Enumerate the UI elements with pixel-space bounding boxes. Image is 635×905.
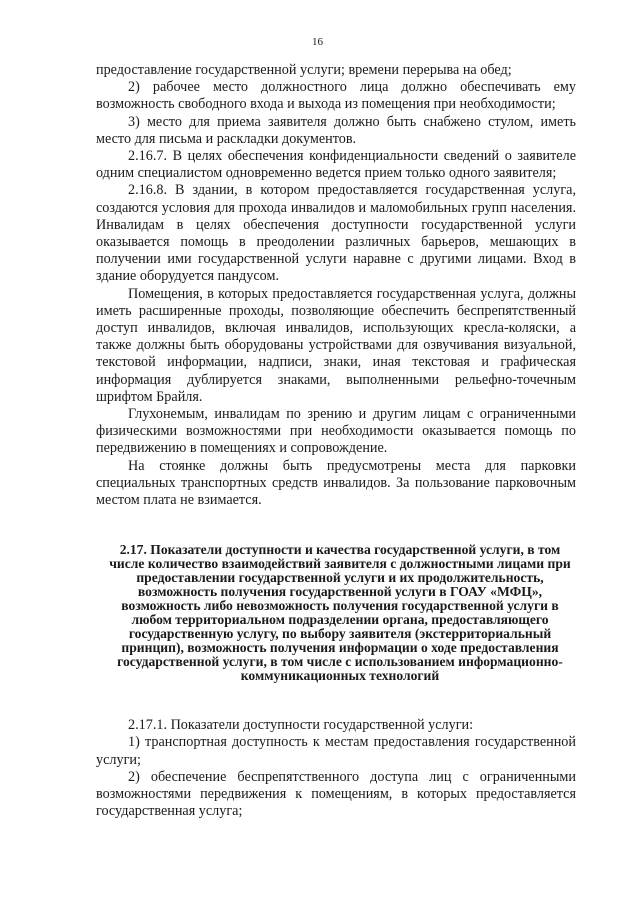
paragraph: 2.16.7. В целях обеспечения конфиденциальности сведений о заявителе одним специалистом одновременно ведется прием только одного заявителя;: [96, 148, 576, 182]
paragraph: 2) рабочее место должностного лица должно обеспечивать ему возможность свободного входа и выхода из помещения при необходимости;: [96, 79, 576, 113]
paragraph: предоставление государственной услуги; времени перерыва на обед;: [96, 62, 512, 78]
section-heading: 2.17. Показатели доступности и качества государственной услуги, в том числе количество взаимодействий заявителя с должностными лицами при предоставлении государственной услуги и их продолжительность, возможность получения государственной услуги в ГОАУ «МФЦ», возможность либо невозможность получения государственной услуги в любом территориальном подразделении органа, предоставляющего государственную услугу, по выбору заявителя (экстерриториальный принцип), возможность получения информации о ходе предоставления государственной услуги, в том числе с использованием информационно-коммуникационных технологий: [109, 542, 571, 684]
paragraph: Помещения, в которых предоставляется государственная услуга, должны иметь расширенные проходы, позволяющие обеспечить беспрепятственный доступ инвалидов, включая инвалидов, использующих кресла-коляски, а также должны быть оборудованы устройствами для озвучивания визуальной, текстовой информации, надписи, знаки, иная текстовая и графическая информация дублируется знаками, выполненными рельефно-точечным шрифтом Брайля.: [96, 285, 576, 405]
document-body: [96, 62, 576, 821]
paragraph: 2.17.1. Показатели доступности государственной услуги:: [128, 717, 474, 734]
paragraph: 2.16.8. В здании, в котором предоставляется государственная услуга, создаются условия для прохода инвалидов и маломобильных групп населения. Инвалидам в целях обеспечения доступности государственной услуги оказывается помощь в преодолении различных барьеров, мешающих в получении ими государственной услуги наравне с другими лицами. Вход в здание оборудуется пандусом.: [96, 182, 576, 285]
paragraph: Глухонемым, инвалидам по зрению и другим лицам с ограниченными физическими возможностями при необходимости оказывается помощь по передвижению в помещениях и сопровождение.: [96, 406, 576, 457]
paragraph: 2) обеспечение беспрепятственного доступа лиц с ограниченными возможностями передвижения к помещениям, в которых предоставляется государственная услуга;: [96, 768, 576, 820]
paragraph: На стоянке должны быть предусмотрены места для парковки специальных транспортных средств инвалидов. За пользование парковочным местом плата не взимается.: [96, 457, 576, 509]
page-number: 16: [312, 36, 323, 48]
paragraph: 1) транспортная доступность к местам предоставления государственной услуги;: [96, 734, 576, 768]
paragraph: 3) место для приема заявителя должно быть снабжено стулом, иметь место для письма и раскладки документов.: [96, 113, 576, 147]
